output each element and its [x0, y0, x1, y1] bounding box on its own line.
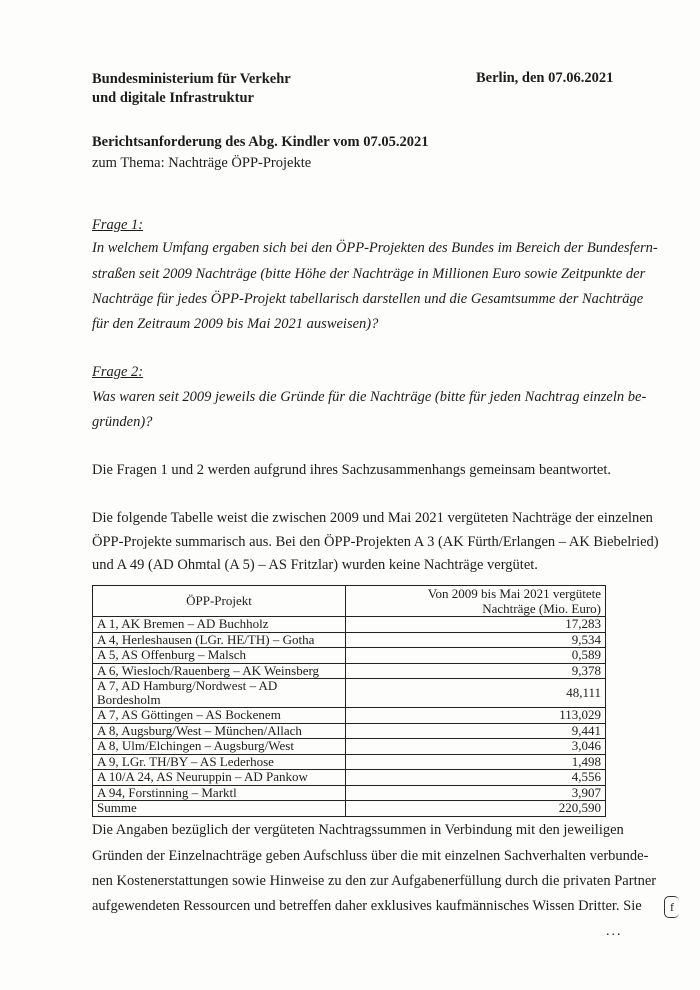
closing-line: aufgewendeten Ressourcen und betreffen daher exklusives kaufmännisches Wissen Dritter. Sie [92, 898, 642, 914]
value-cell: 9,534 [346, 632, 606, 648]
table-row [93, 663, 606, 679]
question-2-line: Was waren seit 2009 jeweils die Gründe für die Nachträge (bitte für jeden Nachtrag einzeln be- [92, 389, 647, 405]
sender-line-2: und digitale Infrastruktur [92, 90, 254, 106]
table-row [93, 770, 606, 786]
table-row [93, 679, 606, 708]
continuation-dots: ... [606, 924, 623, 939]
value-cell: 0,589 [346, 648, 606, 664]
table-row [93, 785, 606, 801]
project-cell: A 1, AK Bremen – AD Buchholz [93, 617, 346, 633]
answer-intro: Die Fragen 1 und 2 werden aufgrund ihres Sachzusammenhangs gemeinsam beantwortet. [92, 462, 612, 478]
closing-line: Die Angaben bezüglich der vergüteten Nachtragssummen in Verbindung mit den jeweiligen [92, 822, 624, 838]
sender-line-1: Bundesministerium für Verkehr [92, 71, 291, 87]
value-cell: 113,029 [346, 708, 606, 724]
question-2-line: gründen)? [92, 414, 153, 430]
value-cell: 4,556 [346, 770, 606, 786]
value-cell: 1,498 [346, 754, 606, 770]
value-cell: 9,378 [346, 663, 606, 679]
table-intro-line: und A 49 (AD Ohmtal (A 5) – AS Fritzlar) wurden keine Nachträge vergütet. [92, 557, 538, 573]
project-cell: A 6, Wiesloch/Rauenberg – AK Weinsberg [93, 663, 346, 679]
project-cell: A 8, Augsburg/West – München/Allach [93, 723, 346, 739]
column-header-project: ÖPP-Projekt [93, 586, 346, 617]
table-intro-line: Die folgende Tabelle weist die zwischen 2009 und Mai 2021 vergüteten Nachträge der einzelnen [92, 510, 653, 526]
closing-line: Gründen der Einzelnachträge geben Aufschluss über die mit einzelnen Sachverhalten verbunde- [92, 848, 649, 864]
table-header-row [93, 586, 606, 617]
project-cell: A 4, Herleshausen (LGr. HE/TH) – Gotha [93, 632, 346, 648]
sender-block [92, 70, 291, 108]
closing-line: nen Kostenerstattungen sowie Hinweise zu den zur Aufgabenerfüllung durch die privaten Partner [92, 873, 657, 889]
project-cell: A 7, AS Göttingen – AS Bockenem [93, 708, 346, 724]
sum-label-cell: Summe [93, 801, 346, 817]
value-cell: 48,111 [346, 679, 606, 708]
table-row [93, 723, 606, 739]
question-1-line: für den Zeitraum 2009 bis Mai 2021 ausweisen)? [92, 316, 379, 332]
request-title: Berichtsanforderung des Abg. Kindler vom 07.05.2021 [92, 134, 429, 150]
project-cell: A 8, Ulm/Elchingen – Augsburg/West [93, 739, 346, 755]
project-cell: A 7, AD Hamburg/Nordwest – AD Bordesholm [93, 679, 346, 708]
value-cell: 3,046 [346, 739, 606, 755]
table-intro-line: ÖPP-Projekte summarisch aus. Bei den ÖPP-Projekten A 3 (AK Fürth/Erlangen – AK Biebelried) [92, 534, 659, 550]
project-cell: A 94, Forstinning – Marktl [93, 785, 346, 801]
nachtraege-table [92, 585, 606, 817]
table-row [93, 708, 606, 724]
column-header-value-line-2: Nachträge (Mio. Euro) [482, 601, 601, 616]
table-sum-row [93, 801, 606, 817]
table-row [93, 648, 606, 664]
column-header-value-line-1: Von 2009 bis Mai 2021 vergütete [427, 586, 601, 601]
question-2-label: Frage 2: [92, 364, 144, 380]
table-row [93, 617, 606, 633]
sum-value-cell: 220,590 [346, 801, 606, 817]
request-topic: zum Thema: Nachträge ÖPP-Projekte [92, 155, 312, 171]
value-cell: 3,907 [346, 785, 606, 801]
table-row [93, 754, 606, 770]
project-cell: A 10/A 24, AS Neuruppin – AD Pankow [93, 770, 346, 786]
question-1-line: Nachträge für jedes ÖPP-Projekt tabellarisch darstellen und die Gesamtsumme der Nachträge [92, 291, 644, 307]
document-date: Berlin, den 07.06.2021 [476, 70, 614, 86]
page-corner-glyph: f [670, 900, 674, 914]
value-cell: 9,441 [346, 723, 606, 739]
project-cell: A 9, LGr. TH/BY – AS Lederhose [93, 754, 346, 770]
question-1-line: straßen seit 2009 Nachträge (bitte Höhe der Nachträge in Millionen Euro sowie Zeitpunkte der [92, 266, 646, 282]
project-cell: A 5, AS Offenburg – Malsch [93, 648, 346, 664]
value-cell: 17,283 [346, 617, 606, 633]
question-1-label: Frage 1: [92, 217, 144, 233]
table-row [93, 632, 606, 648]
table-row [93, 739, 606, 755]
column-header-value [346, 586, 606, 617]
question-1-line: In welchem Umfang ergaben sich bei den ÖPP-Projekten des Bundes im Bereich der Bundesfern- [92, 240, 658, 256]
